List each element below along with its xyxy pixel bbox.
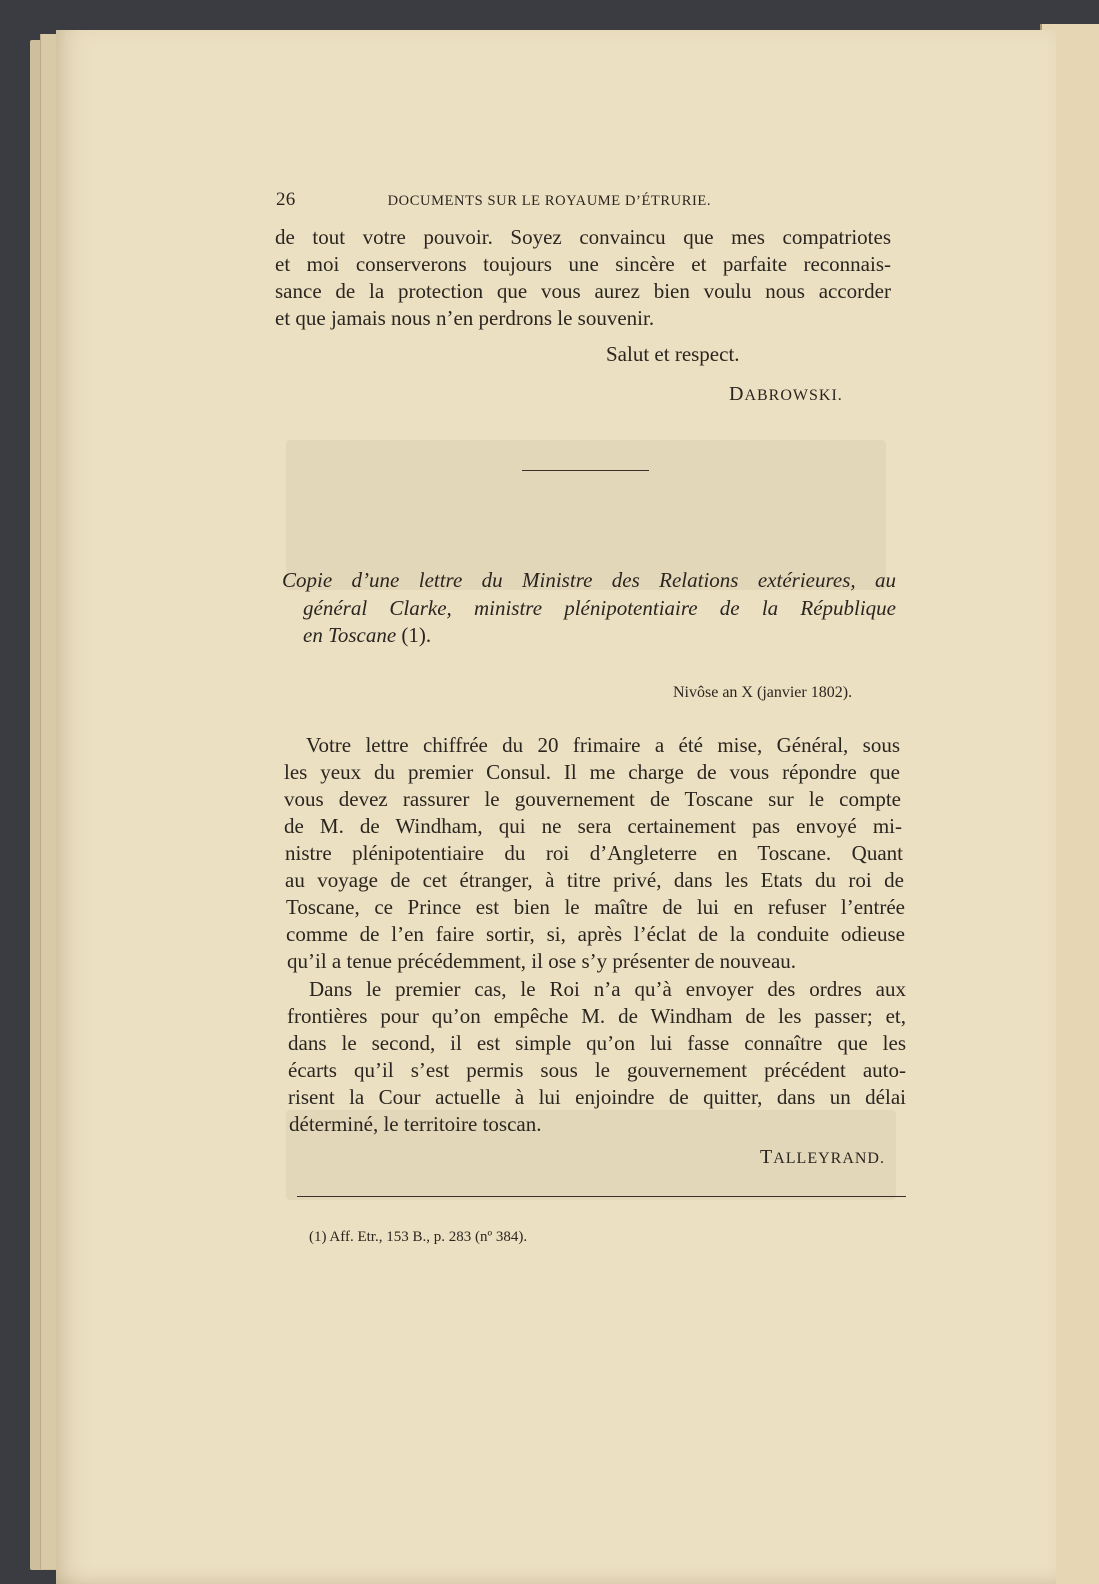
signature-initial: D [729, 383, 745, 405]
text-line: nistre plénipotentiaire du roi d’Angleterre en Toscane. Quant [285, 841, 903, 865]
text-line: Dans le premier cas, le Roi n’a qu’à envoyer des ordres aux [309, 977, 906, 1001]
text-line: déterminé, le territoire toscan. [289, 1112, 542, 1136]
letter-date: Nivôse an X (janvier 1802). [673, 684, 853, 701]
text-line: au voyage de cet étranger, à titre privé, dans les Etats du roi de [285, 868, 904, 892]
footnote-rule [297, 1196, 906, 1197]
heading-line: Copie d’une lettre du Ministre des Relations extérieures, au [282, 568, 896, 592]
signature-initial: T [760, 1146, 774, 1168]
salutation: Salut et respect. [606, 342, 740, 366]
text-line: comme de l’en faire sortir, si, après l’éclat de la conduite odieuse [286, 922, 905, 946]
heading-line [303, 621, 603, 649]
text-line: qu’il a tenue précédemment, il ose s’y présenter de nouveau. [287, 949, 797, 973]
text-line: Toscane, ce Prince est bien le maître de lui en refuser l’entrée [286, 895, 905, 919]
text-line: Votre lettre chiffrée du 20 frimaire a été mise, Général, sous [306, 733, 900, 757]
page-number: 26 [276, 189, 296, 210]
text-line: les yeux du premier Consul. Il me charge de vous répondre que [284, 760, 900, 784]
footnote: (1) Aff. Etr., 153 B., p. 283 (nº 384). [309, 1229, 528, 1245]
text-line: dans le second, il est simple qu’on lui fasse connaître que les [288, 1031, 906, 1055]
text-line: écarts qu’il s’est permis sous le gouvernement précédent auto- [288, 1058, 906, 1082]
text-line: et que jamais nous n’en perdrons le souvenir. [275, 306, 655, 330]
text-line: sance de la protection que vous aurez bien voulu nous accorder [275, 279, 891, 303]
separator-rule [522, 470, 649, 471]
text-line: vous devez rassurer le gouvernement de Toscane sur le compte [284, 787, 901, 811]
signature-talleyrand [760, 1146, 885, 1169]
text-line: frontières pour qu’on empêche M. de Windham de les passer; et, [287, 1004, 906, 1028]
text-line: de M. de Windham, qui ne sera certainement pas envoyé mi- [284, 814, 902, 838]
heading-line-text: en Toscane [303, 623, 397, 647]
signature-rest: ABROWSKI. [744, 387, 843, 404]
text-line: risent la Cour actuelle à lui enjoindre de quitter, dans un délai [288, 1085, 906, 1109]
footnote-reference: (1). [401, 623, 432, 647]
text-line: de tout votre pouvoir. Soyez convaincu que mes compatriotes [275, 225, 891, 249]
heading-line: général Clarke, ministre plénipotentiaire de la République [303, 596, 896, 620]
signature-dabrowski [729, 383, 843, 406]
signature-rest: ALLEYRAND. [773, 1150, 885, 1167]
running-title: DOCUMENTS SUR LE ROYAUME D’ÉTRURIE. [387, 193, 712, 209]
running-head [276, 189, 896, 211]
text-line: et moi conserverons toujours une sincère et parfaite reconnais- [275, 252, 891, 276]
